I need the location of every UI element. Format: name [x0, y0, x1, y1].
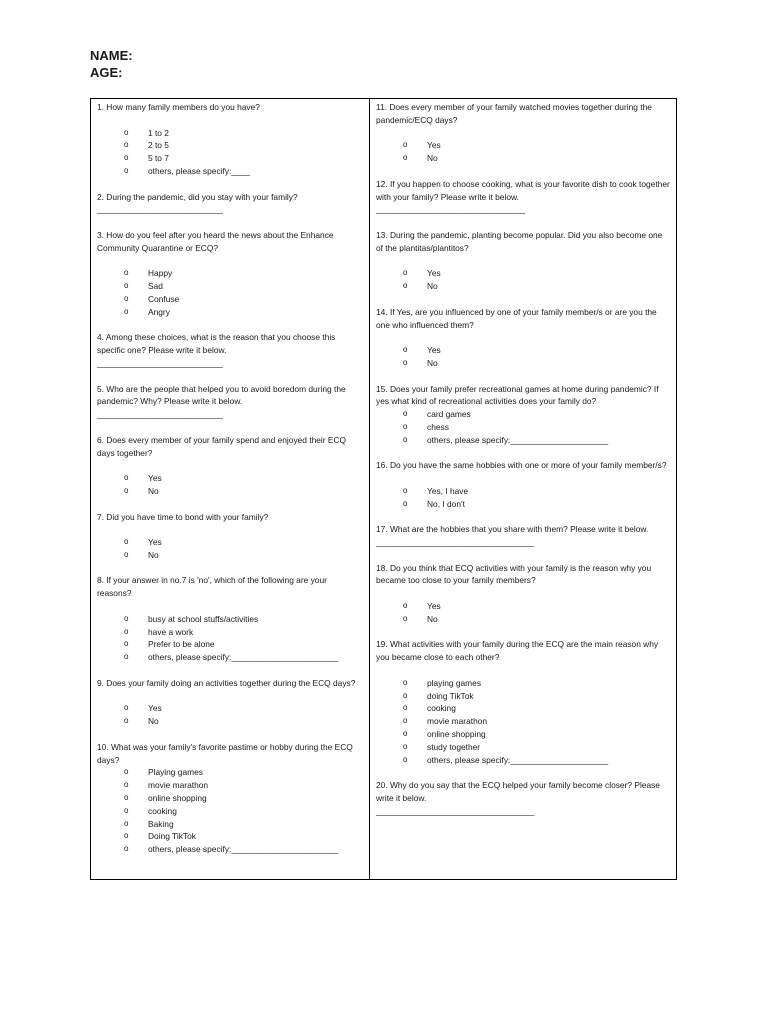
option-item[interactable]: o online shopping [398, 728, 670, 741]
option-item[interactable]: o No [398, 152, 670, 165]
question-block [97, 511, 363, 562]
option-item[interactable]: o Playing games [119, 766, 363, 779]
question-block [376, 383, 670, 447]
question-block [97, 574, 363, 664]
left-column [91, 99, 370, 879]
option-item[interactable]: o have a work [119, 626, 363, 639]
option-item[interactable]: o others, please specify:_______________________ [119, 651, 363, 664]
option-item[interactable]: o No [398, 357, 670, 370]
question-text: 4. Among these choices, what is the reason that you choose this specific one? Please write it below. [97, 332, 336, 356]
option-item[interactable]: o Yes [398, 344, 670, 357]
option-item[interactable]: o busy at school stuffs/activities [119, 613, 363, 626]
question-text: 18. Do you think that ECQ activities with your family is the reason why you became too close to your family members? [376, 562, 652, 586]
question-block [97, 741, 363, 856]
option-item[interactable]: o Yes [119, 472, 363, 485]
question-text: 10. What was your family's favorite pastime or hobby during the ECQ days? [97, 741, 353, 765]
option-item[interactable]: o Yes [398, 267, 670, 280]
option-list [376, 139, 670, 165]
option-item[interactable]: o others, please specify:_____________________ [398, 434, 670, 447]
option-item[interactable]: o No [119, 549, 363, 562]
option-list [376, 267, 670, 293]
answer-blank[interactable]: ___________________________ [97, 409, 223, 420]
option-item[interactable]: o others, please specify:_____________________ [398, 754, 670, 767]
option-item[interactable]: o movie marathon [398, 715, 670, 728]
option-item[interactable]: o chess [398, 421, 670, 434]
option-item[interactable]: o Sad [119, 280, 363, 293]
option-item[interactable]: o Doing TikTok [119, 830, 363, 843]
age-label: AGE: [90, 65, 123, 80]
question-block [97, 434, 363, 498]
option-list [97, 766, 363, 856]
option-item[interactable]: o Yes [119, 536, 363, 549]
option-item[interactable]: o card games [398, 408, 670, 421]
option-list [376, 344, 670, 370]
option-item[interactable]: o Yes [398, 139, 670, 152]
option-item[interactable]: o Yes [119, 702, 363, 715]
option-item[interactable]: o study together [398, 741, 670, 754]
option-item[interactable]: o No [398, 280, 670, 293]
question-text: 6. Does every member of your family spend and enjoyed their ECQ days together? [97, 434, 347, 458]
question-text: 7. Did you have time to bond with your family? [97, 511, 269, 522]
option-item[interactable]: o movie marathon [119, 779, 363, 792]
option-list [97, 472, 363, 498]
questionnaire-table [90, 98, 677, 880]
answer-blank[interactable]: ___________________________ [97, 204, 223, 215]
question-text: 8. If your answer in no.7 is 'no', which of the following are your reasons? [97, 575, 327, 599]
question-block [376, 779, 670, 817]
question-block [376, 306, 670, 370]
question-text: 5. Who are the people that helped you to avoid boredom during the pandemic? Why? Please write it below. [97, 383, 346, 407]
option-item[interactable]: o No [119, 715, 363, 728]
option-list [376, 408, 670, 446]
option-list [97, 613, 363, 664]
question-text: 1. How many family members do you have? [97, 102, 260, 112]
name-label: NAME: [90, 48, 133, 63]
option-item[interactable]: o 5 to 7 [119, 152, 363, 165]
option-list [97, 267, 363, 318]
question-text: 19. What activities with your family during the ECQ are the main reason why you became close to each other? [376, 639, 659, 663]
question-block [376, 229, 670, 293]
option-item[interactable]: o others, please specify:_______________________ [119, 843, 363, 856]
option-item[interactable]: o Confuse [119, 293, 363, 306]
question-text: 3. How do you feel after you heard the news about the Enhance Community Quarantine or ECQ? [97, 229, 334, 253]
option-list [376, 600, 670, 626]
option-item[interactable]: o No, I don't [398, 498, 670, 511]
option-item[interactable]: o cooking [398, 702, 670, 715]
question-block [97, 331, 363, 369]
option-list [97, 702, 363, 728]
question-block [376, 178, 670, 216]
option-item[interactable]: o Happy [119, 267, 363, 280]
option-item[interactable]: o Prefer to be alone [119, 638, 363, 651]
option-item[interactable]: o online shopping [119, 792, 363, 805]
question-block [97, 229, 363, 319]
answer-blank[interactable]: __________________________________ [376, 537, 535, 548]
question-block [97, 677, 363, 728]
option-item[interactable]: o No [119, 485, 363, 498]
question-block [97, 191, 363, 217]
answer-blank[interactable]: ________________________________ [376, 204, 526, 215]
option-list [376, 677, 670, 767]
question-text: 14. If Yes, are you influenced by one of your family member/s or are you the one who influenced them? [376, 306, 657, 330]
option-list [376, 485, 670, 511]
option-item[interactable]: o cooking [119, 805, 363, 818]
question-text: 2. During the pandemic, did you stay with your family? [97, 191, 298, 202]
option-item[interactable]: o Yes, I have [398, 485, 670, 498]
question-block [376, 562, 670, 626]
option-item[interactable]: o doing TikTok [398, 690, 670, 703]
answer-blank[interactable]: ___________________________ [97, 357, 223, 368]
option-item[interactable]: o Baking [119, 818, 363, 831]
option-item[interactable]: o others, please specify:____ [119, 165, 363, 178]
option-item[interactable]: o No [398, 613, 670, 626]
answer-blank[interactable]: __________________________________ [376, 805, 535, 816]
option-item[interactable]: o Angry [119, 306, 363, 319]
question-text: 20. Why do you say that the ECQ helped your family become closer? Please write it below. [376, 780, 660, 804]
question-block [97, 383, 363, 421]
question-block [376, 523, 670, 549]
question-block [97, 101, 363, 178]
question-block [376, 101, 670, 165]
question-text: 11. Does every member of your family watched movies together during the pandemic/ECQ days? [376, 102, 652, 125]
option-item[interactable]: o Yes [398, 600, 670, 613]
question-block [376, 459, 670, 510]
option-item[interactable]: o playing games [398, 677, 670, 690]
option-item[interactable]: o 2 to 5 [119, 139, 363, 152]
question-text: 16. Do you have the same hobbies with one or more of your family member/s? [376, 460, 667, 471]
form-header [90, 47, 133, 81]
option-list [97, 127, 363, 178]
question-text: 13. During the pandemic, planting become popular. Did you also become one of the plantitas/plantitos? [376, 229, 663, 253]
option-item[interactable]: o 1 to 2 [119, 127, 363, 140]
question-text: 12. If you happen to choose cooking, what is your favorite dish to cook together with your family? Please write it below. [376, 178, 670, 202]
question-text: 9. Does your family doing an activities together during the ECQ days? [97, 677, 356, 688]
question-block [376, 638, 670, 766]
right-column [370, 99, 676, 879]
question-text: 17. What are the hobbies that you share with them? Please write it below. [376, 524, 649, 535]
option-list [97, 536, 363, 562]
question-text: 15. Does your family prefer recreational games at home during pandemic? If yes what kind of recreational activities does your family do? [376, 383, 659, 407]
